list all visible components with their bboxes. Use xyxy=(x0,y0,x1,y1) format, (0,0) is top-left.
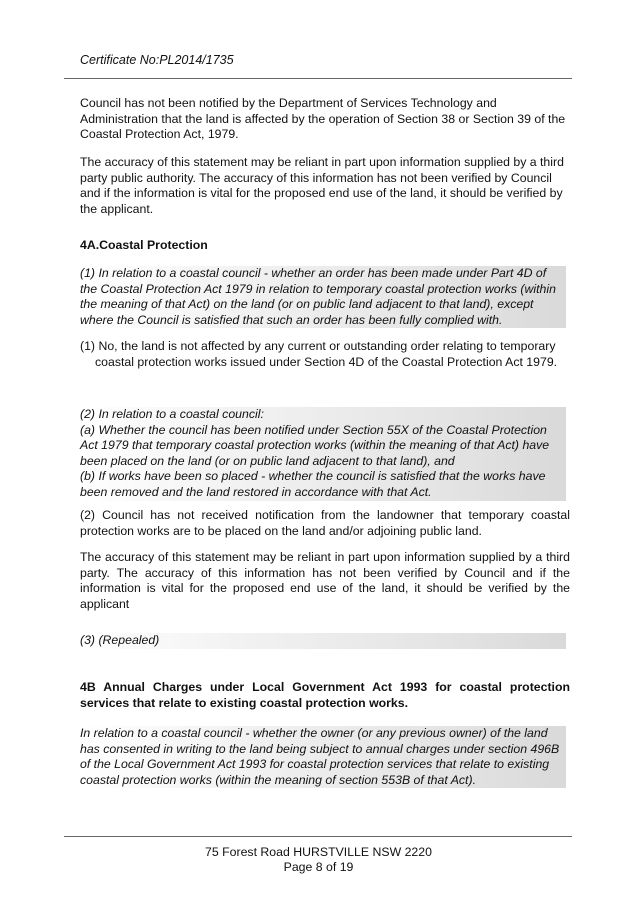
section-4a-heading: 4A.Coastal Protection xyxy=(80,238,208,252)
certificate-number: Certificate No:PL2014/1735 xyxy=(80,53,234,67)
footer-rule xyxy=(64,836,572,837)
section-4a-question-2 xyxy=(80,407,566,501)
question-2-part-b: (b) If works have been so placed - whether the council is satisfied that the works have been removed and the land restored in accordance with that Act. xyxy=(80,469,546,499)
section-4a-answer-1: (1) No, the land is not affected by any current or outstanding order relating to temporary coastal protection works issued under Section 4D of the Coastal Protection Act 1979. xyxy=(80,339,558,369)
footer-address: 75 Forest Road HURSTVILLE NSW 2220 xyxy=(205,845,432,859)
accuracy-paragraph-1: The accuracy of this statement may be reliant in part upon information supplied by a third party public authority. The accuracy of this information has not been verified by Council and if the information is vital for the proposed end use of the land, it should be verified by the applicant. xyxy=(80,155,564,216)
notified-paragraph: Council has not been notified by the Department of Services Technology and Administration that the land is affected by the operation of Section 38 or Section 39 of the Coastal Protection Act, 1979. xyxy=(80,96,566,142)
section-4b-heading: 4B Annual Charges under Local Government Act 1993 for coastal protection services that relate to existing coastal protection works. xyxy=(80,680,570,710)
header-rule xyxy=(64,78,572,79)
section-4a-answer-2: (2) Council has not received notification from the landowner that temporary coastal protection works are to be placed on the land and/or adjoining public land. xyxy=(80,508,570,538)
section-4a-question-3: (3) (Repealed) xyxy=(80,633,566,649)
section-4b-question: In relation to a coastal council - whether the owner (or any previous owner) of the land has consented in writing to the land being subject to annual charges under section 496B of the Local Government Act 1993 for coastal protection services that relate to existing coastal protection works (within the meaning of section 553B of that Act). xyxy=(80,726,566,788)
question-2-intro: (2) In relation to a coastal council: xyxy=(80,407,264,421)
question-2-part-a: (a) Whether the council has been notified under Section 55X of the Coastal Protection Act 1979 that temporary coastal protection works (within the meaning of that Act) have been placed on the land (or on public land adjacent to that land), and xyxy=(80,422,550,468)
page-number: Page 8 of 19 xyxy=(283,860,354,874)
accuracy-paragraph-2: The accuracy of this statement may be reliant in part upon information supplied by a third party. The accuracy of this information has not been verified by Council and if the information is vital for the proposed end use of the land, it should be verified by the applicant xyxy=(80,550,570,611)
section-4a-question-1: (1) In relation to a coastal council - whether an order has been made under Part 4D of the Coastal Protection Act 1979 in relation to temporary coastal protection works (within the meaning of that Act) on the land (or on public land adjacent to that land), except where the Council is satisfied that such an order has been fully complied with. xyxy=(80,266,566,328)
